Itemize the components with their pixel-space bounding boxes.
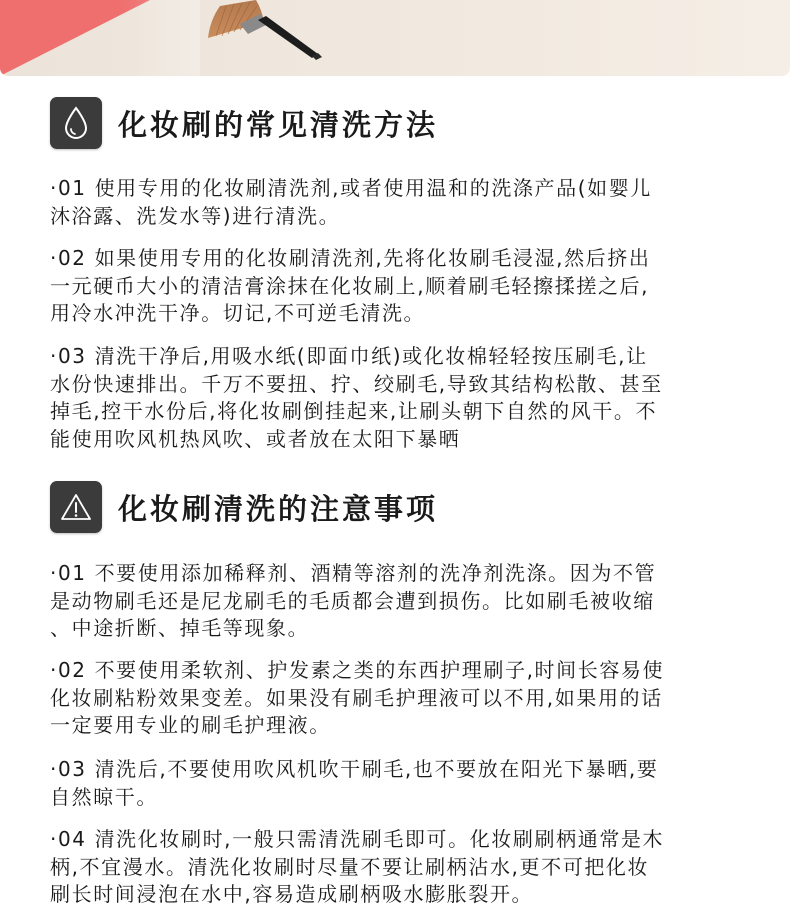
precaution-04: [50, 826, 750, 909]
section-precautions-header: [50, 481, 438, 533]
paragraph-line: 掉毛,控干水份后,将化妆刷倒挂起来,让刷头朝下自然的风干。不: [50, 399, 658, 423]
makeup-brush-image: [190, 0, 340, 76]
section-title: 化妆刷的常见清洗方法: [118, 107, 439, 142]
paragraph-line: ·02 不要使用柔软剂、护发素之类的东西护理刷子,时间长容易使: [50, 658, 665, 682]
precaution-02: [50, 657, 750, 740]
paragraph-line: 、中途折断、掉毛等现象。: [50, 616, 310, 640]
paragraph-line: ·03 清洗后,不要使用吹风机吹干刷毛,也不要放在阳光下暴晒,要: [50, 757, 659, 781]
section-title: 化妆刷清洗的注意事项: [118, 491, 439, 526]
water-drop-icon: [50, 97, 102, 149]
cleaning-step-02: [50, 245, 750, 328]
cleaning-step-01: [50, 175, 750, 230]
paragraph-line: 柄,不宜漫水。清洗化妆刷时尽量不要让刷柄沾水,更不可把化妆: [50, 854, 650, 879]
paragraph-line: 沐浴露、洗发水等)进行清洗。: [50, 203, 341, 228]
paragraph-line: 刷长时间浸泡在水中,容易造成刷柄吸水膨胀裂开。: [50, 882, 534, 906]
paragraph-line: 自然晾干。: [50, 784, 158, 809]
paragraph-line: 一定要用专业的刷毛护理液。: [50, 713, 331, 737]
paragraph-line: 用冷水冲洗干净。切记,不可逆毛清洗。: [50, 301, 426, 325]
paragraph-line: 一元硬币大小的清洁膏涂抹在化妆刷上,顺着刷毛轻擦揉搓之后,: [50, 273, 650, 298]
precaution-03: [50, 756, 750, 811]
paragraph-line: ·04 清洗化妆刷时,一般只需清洗刷毛即可。化妆刷刷柄通常是木: [50, 827, 665, 851]
paragraph-line: 是动物刷毛还是尼龙刷毛的毛质都会遭到损伤。比如刷毛被收缩: [50, 588, 655, 613]
header-banner-image: [0, 0, 790, 76]
cleaning-step-03: [50, 343, 750, 453]
paragraph-line: ·02 如果使用专用的化妆刷清洗剂,先将化妆刷毛浸湿,然后挤出: [50, 246, 651, 270]
paragraph-line: 化妆刷粘粉效果变差。如果没有刷毛护理液可以不用,如果用的话: [50, 685, 663, 710]
warning-triangle-icon: [50, 481, 102, 533]
paragraph-line: ·01 不要使用添加稀释剂、酒精等溶剂的洗净剂洗涤。因为不管: [50, 561, 657, 585]
paragraph-line: ·01 使用专用的化妆刷清洗剂,或者使用温和的洗涤产品(如婴儿: [50, 176, 652, 200]
paragraph-line: 水份快速排出。千万不要扭、拧、绞刷毛,导致其结构松散、甚至: [50, 371, 663, 396]
section-cleaning-methods-header: [50, 97, 438, 149]
paragraph-line: ·03 清洗干净后,用吸水纸(即面巾纸)或化妆棉轻轻按压刷毛,让: [50, 344, 648, 368]
paragraph-line: 能使用吹风机热风吹、或者放在太阳下暴晒: [50, 426, 461, 451]
precaution-01: [50, 560, 750, 643]
